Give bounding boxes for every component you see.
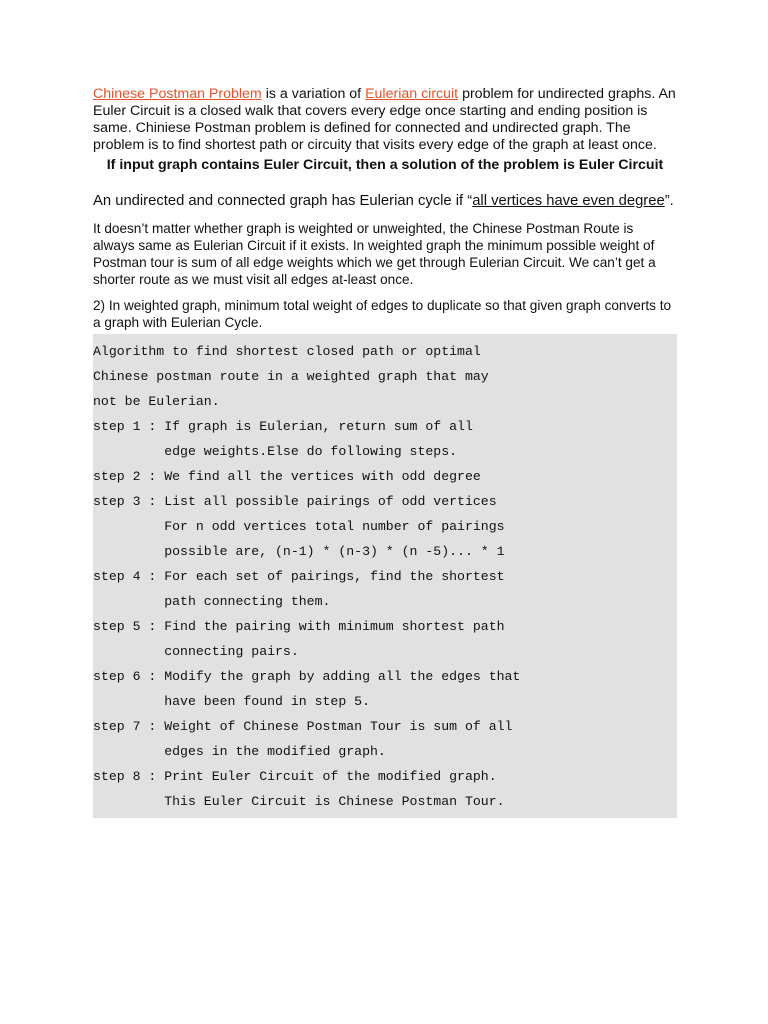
code-line: connecting pairs. (93, 644, 299, 659)
code-line: Algorithm to find shortest closed path or optimal (93, 344, 481, 359)
code-line: step 2 : We find all the vertices with odd degree (93, 469, 481, 484)
code-line: Chinese postman route in a weighted graph that may (93, 369, 489, 384)
code-line: path connecting them. (93, 594, 331, 609)
eulerian-cycle-paragraph (93, 192, 677, 211)
code-line: edges in the modified graph. (93, 744, 386, 759)
code-line: have been found in step 5. (93, 694, 370, 709)
code-line: step 1 : If graph is Eulerian, return sum of all (93, 419, 473, 434)
code-line: step 8 : Print Euler Circuit of the modified graph. (93, 769, 497, 784)
code-line: step 6 : Modify the graph by adding all the edges that (93, 669, 521, 684)
algorithm-code-block (93, 334, 677, 818)
weighted-paragraph: It doesn’t matter whether graph is weighted or unweighted, the Chinese Postman Route is always same as Eulerian Circuit if it exists. In weighted graph the minimum possible weight of Postman tour is sum of all edge weights which we get through Eulerian Circuit. We can’t get a shorter route as we must visit all edges at-least once. (93, 221, 656, 287)
code-line: step 7 : Weight of Chinese Postman Tour is sum of all (93, 719, 513, 734)
code-line: step 4 : For each set of pairings, find the shortest (93, 569, 505, 584)
code-line: edge weights.Else do following steps. (93, 444, 458, 459)
eulerian-circuit-link[interactable]: Eulerian circuit (365, 86, 459, 102)
document-content (93, 86, 677, 818)
code-line: step 3 : List all possible pairings of odd vertices (93, 494, 497, 509)
intro-text-1: is a variation of (261, 86, 366, 102)
intro-text-2: problem for undirected graphs. An Euler Circuit is a closed walk that covers every edge once starting and ending position is same. Chiniese Postman problem is defined for connected and undirected graph. The problem is to find shortest path or circuity that visits every edge of the graph at least once. (93, 86, 676, 153)
even-degree-underlined: all vertices have even degree (472, 193, 665, 209)
code-line: This Euler Circuit is Chinese Postman Tour. (93, 794, 505, 809)
chinese-postman-problem-link[interactable]: Chinese Postman Problem (93, 86, 262, 102)
code-line: not be Eulerian. (93, 394, 220, 409)
intro-paragraph (93, 86, 677, 154)
eulerian-text-after: ”. (664, 193, 674, 209)
eulerian-text-before: An undirected and connected graph has Eulerian cycle if “ (93, 193, 473, 209)
code-line: step 5 : Find the pairing with minimum shortest path (93, 619, 505, 634)
code-line: possible are, (n-1) * (n-3) * (n -5)... * 1 (93, 544, 505, 559)
bold-statement: If input graph contains Euler Circuit, then a solution of the problem is Euler Circuit (106, 157, 664, 173)
duplicate-edges-paragraph: 2) In weighted graph, minimum total weight of edges to duplicate so that given graph converts to a graph with Eulerian Cycle. (93, 298, 672, 330)
code-line: For n odd vertices total number of pairings (93, 519, 505, 534)
